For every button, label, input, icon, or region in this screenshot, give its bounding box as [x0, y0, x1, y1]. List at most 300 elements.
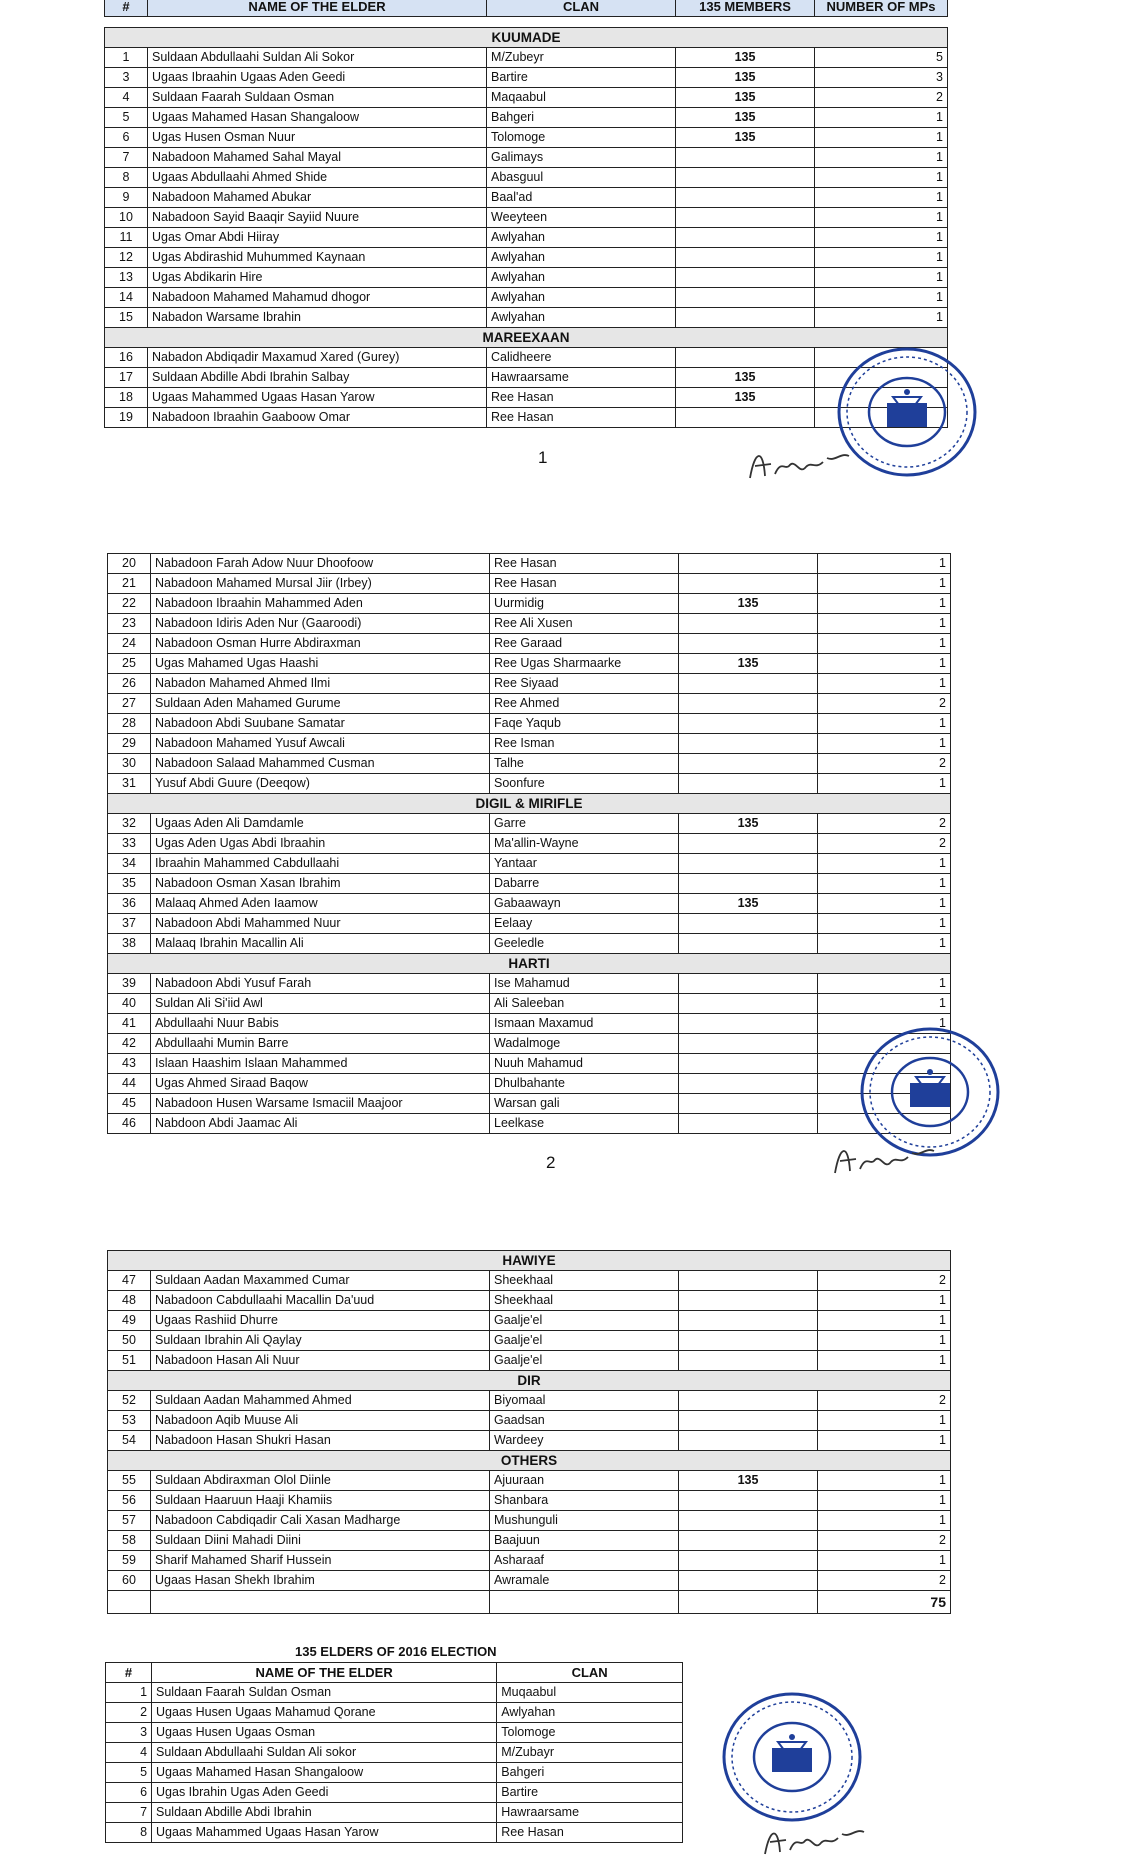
members-count: [679, 614, 818, 634]
clan-name: Ree Ali Xusen: [490, 614, 679, 634]
members-count: [679, 1571, 818, 1591]
members-count: [679, 1511, 818, 1531]
table-row: [105, 108, 948, 128]
clan-name: Bahgeri: [487, 108, 676, 128]
row-number: 18: [105, 388, 148, 408]
members-count: [679, 1331, 818, 1351]
clan-name: Sheekhaal: [490, 1271, 679, 1291]
table-row: [106, 1703, 683, 1723]
clan-name: Calidheere: [487, 348, 676, 368]
elder-name: Nabadoon Mahamed Abukar: [148, 188, 487, 208]
row-number: 38: [108, 934, 151, 954]
mps-count: 2: [818, 754, 951, 774]
table-row: [105, 188, 948, 208]
mps-count: 1: [818, 594, 951, 614]
empty-cell: [679, 1591, 818, 1614]
elder-name: Nabadoon Abdi Suubane Samatar: [151, 714, 490, 734]
row-number: 47: [108, 1271, 151, 1291]
members-count: [679, 714, 818, 734]
elder-name: Nabadon Mahamed Ahmed Ilmi: [151, 674, 490, 694]
row-number: 13: [105, 268, 148, 288]
members-count: [679, 1431, 818, 1451]
section-header-row: [108, 1371, 951, 1391]
row-number: 20: [108, 554, 151, 574]
members-count: [679, 1291, 818, 1311]
clan-name: Baajuun: [490, 1531, 679, 1551]
total-row: [108, 1591, 951, 1614]
members-count: [679, 1014, 818, 1034]
members-count: [679, 554, 818, 574]
table-row: [108, 1291, 951, 1311]
members-count: [679, 874, 818, 894]
elder-name: Ugaas Rashiid Dhurre: [151, 1311, 490, 1331]
clan-name: Geeledle: [490, 934, 679, 954]
clan-name: Shanbara: [490, 1491, 679, 1511]
table-row: [108, 614, 951, 634]
section-title: HARTI: [108, 954, 951, 974]
table-row: [108, 694, 951, 714]
table-row: [106, 1763, 683, 1783]
section-header-row: [108, 954, 951, 974]
row-number: 19: [105, 408, 148, 428]
table-row: [105, 368, 948, 388]
row-number: 6: [105, 128, 148, 148]
elder-name: Suldaan Ibrahin Ali Qaylay: [151, 1331, 490, 1351]
clan-name: Awlyahan: [487, 268, 676, 288]
section-header-row: [108, 1451, 951, 1471]
members-count: [679, 1351, 818, 1371]
header-clan: CLAN: [487, 0, 676, 17]
table-header-row: [105, 0, 948, 17]
clan-name: Maqaabul: [487, 88, 676, 108]
table-row: [108, 754, 951, 774]
table-row: [108, 1551, 951, 1571]
elder-name: Suldaan Aadan Mahammed Ahmed: [151, 1391, 490, 1411]
row-number: 11: [105, 228, 148, 248]
header-clan: CLAN: [497, 1663, 683, 1683]
table-row: [108, 1491, 951, 1511]
mps-count: 1: [818, 1471, 951, 1491]
clan-name: Awlyahan: [487, 288, 676, 308]
members-count: [679, 574, 818, 594]
table-row: [106, 1783, 683, 1803]
members-count: [676, 308, 815, 328]
table-row: [105, 408, 948, 428]
elder-name: Ugaas Mahammed Ugaas Hasan Yarow: [148, 388, 487, 408]
mps-count: 2: [818, 834, 951, 854]
clan-name: Hawraarsame: [497, 1803, 683, 1823]
row-number: 42: [108, 1034, 151, 1054]
mps-count: 2: [818, 1391, 951, 1411]
clan-name: Gaalje'el: [490, 1311, 679, 1331]
table-header-row: [106, 1663, 683, 1683]
table-row: [108, 1034, 951, 1054]
row-number: 3: [106, 1723, 152, 1743]
row-number: 14: [105, 288, 148, 308]
members-count: [679, 1074, 818, 1094]
members-count: [679, 854, 818, 874]
row-number: 48: [108, 1291, 151, 1311]
row-number: 10: [105, 208, 148, 228]
clan-name: M/Zubayr: [497, 1743, 683, 1763]
table-row: [106, 1803, 683, 1823]
table-row: [108, 594, 951, 614]
elder-name: Suldaan Diini Mahadi Diini: [151, 1531, 490, 1551]
clan-name: Ree Hasan: [487, 408, 676, 428]
members-count: 135: [676, 388, 815, 408]
section-title: KUUMADE: [105, 28, 948, 48]
row-number: 39: [108, 974, 151, 994]
elder-name: Nabadoon Husen Warsame Ismaciil Maajoor: [151, 1094, 490, 1114]
clan-name: Ree Garaad: [490, 634, 679, 654]
mps-count: 1: [818, 974, 951, 994]
clan-name: Ise Mahamud: [490, 974, 679, 994]
header-name: NAME OF THE ELDER: [152, 1663, 497, 1683]
mps-count: 1: [818, 774, 951, 794]
members-count: [679, 1391, 818, 1411]
table-row: [108, 734, 951, 754]
elder-name: Ugaas Ibraahin Ugaas Aden Geedi: [148, 68, 487, 88]
row-number: 32: [108, 814, 151, 834]
mps-count: 3: [815, 68, 948, 88]
elder-name: Suldaan Abdille Abdi Ibrahin Salbay: [148, 368, 487, 388]
mps-count: 1: [815, 168, 948, 188]
clan-name: Gaalje'el: [490, 1331, 679, 1351]
mps-count: 1: [818, 1411, 951, 1431]
table-row: [105, 208, 948, 228]
mps-count: 1: [818, 994, 951, 1014]
members-count: [676, 288, 815, 308]
members-count: 135: [676, 108, 815, 128]
row-number: 59: [108, 1551, 151, 1571]
clan-name: Gaadsan: [490, 1411, 679, 1431]
table-row: [108, 774, 951, 794]
mps-count: 2: [818, 814, 951, 834]
row-number: 8: [106, 1823, 152, 1843]
row-number: 9: [105, 188, 148, 208]
clan-name: Ajuuraan: [490, 1471, 679, 1491]
clan-name: Ali Saleeban: [490, 994, 679, 1014]
row-number: 33: [108, 834, 151, 854]
table-row: [108, 1114, 951, 1134]
elder-name: Nabadoon Abdi Mahammed Nuur: [151, 914, 490, 934]
clan-name: Awlyahan: [487, 308, 676, 328]
clan-name: Galimays: [487, 148, 676, 168]
row-number: 36: [108, 894, 151, 914]
clan-name: Gaalje'el: [490, 1351, 679, 1371]
members-count: 135: [676, 128, 815, 148]
row-number: 58: [108, 1531, 151, 1551]
clan-name: Sheekhaal: [490, 1291, 679, 1311]
row-number: 15: [105, 308, 148, 328]
table-row: [108, 654, 951, 674]
clan-name: Mushunguli: [490, 1511, 679, 1531]
elder-name: Ugaas Husen Ugaas Osman: [152, 1723, 497, 1743]
table-row: [108, 994, 951, 1014]
table-row: [105, 248, 948, 268]
clan-name: M/Zubeyr: [487, 48, 676, 68]
header-name: NAME OF THE ELDER: [148, 0, 487, 17]
table-row: [108, 1471, 951, 1491]
mps-count: 1: [818, 914, 951, 934]
elder-name: Ugaas Hasan Shekh Ibrahim: [151, 1571, 490, 1591]
mps-count: 1: [815, 108, 948, 128]
elder-name: Islaan Haashim Islaan Mahammed: [151, 1054, 490, 1074]
members-count: [679, 634, 818, 654]
mps-count: 2: [818, 1571, 951, 1591]
clan-name: Ree Hasan: [490, 574, 679, 594]
elder-name: Nabadoon Abdi Yusuf Farah: [151, 974, 490, 994]
members-count: [679, 1054, 818, 1074]
mps-count: 2: [818, 694, 951, 714]
clan-name: Awlyahan: [497, 1703, 683, 1723]
table-row: [105, 128, 948, 148]
elder-name: Nabadoon Sayid Baaqir Sayiid Nuure: [148, 208, 487, 228]
row-number: 24: [108, 634, 151, 654]
members-count: 135: [676, 48, 815, 68]
table-row: [108, 1331, 951, 1351]
clan-name: Awlyahan: [487, 228, 676, 248]
members-count: 135: [679, 894, 818, 914]
table-row: [108, 1271, 951, 1291]
table-row: [108, 1411, 951, 1431]
elder-name: Nabadoon Mahamed Yusuf Awcali: [151, 734, 490, 754]
mps-count: 1: [818, 574, 951, 594]
mps-count: 2: [815, 88, 948, 108]
row-number: 34: [108, 854, 151, 874]
elder-name: Suldaan Abdille Abdi Ibrahin: [152, 1803, 497, 1823]
clan-name: Gabaawayn: [490, 894, 679, 914]
members-count: [676, 268, 815, 288]
clan-name: Tolomoge: [497, 1723, 683, 1743]
members-count: [676, 168, 815, 188]
table-row: [108, 1431, 951, 1451]
clan-name: Ree Hasan: [497, 1823, 683, 1843]
members-count: [679, 754, 818, 774]
mps-count: 5: [815, 48, 948, 68]
table-row: [108, 894, 951, 914]
row-number: 37: [108, 914, 151, 934]
elders-table-page-1: [104, 0, 948, 428]
clan-name: Dhulbahante: [490, 1074, 679, 1094]
clan-name: Uurmidig: [490, 594, 679, 614]
mps-count: 1: [818, 934, 951, 954]
mps-count: 1: [818, 674, 951, 694]
elder-name: Suldan Ali Si'iid Awl: [151, 994, 490, 1014]
table-row: [108, 1074, 951, 1094]
elder-name: Ugas Ibrahin Ugas Aden Geedi: [152, 1783, 497, 1803]
row-number: 52: [108, 1391, 151, 1411]
mps-count: 1: [818, 1331, 951, 1351]
commission-seal: [720, 1690, 865, 1825]
members-count: [676, 188, 815, 208]
elder-name: Ugas Husen Osman Nuur: [148, 128, 487, 148]
header-mps: NUMBER OF MPs: [815, 0, 948, 17]
members-count: [679, 974, 818, 994]
members-count: [676, 148, 815, 168]
section-title: DIR: [108, 1371, 951, 1391]
header-num: #: [106, 1663, 152, 1683]
row-number: 17: [105, 368, 148, 388]
row-number: 46: [108, 1114, 151, 1134]
table-row: [105, 68, 948, 88]
members-count: [679, 1094, 818, 1114]
table-row: [108, 874, 951, 894]
elder-name: Suldaan Abdullaahi Suldan Ali Sokor: [148, 48, 487, 68]
mps-count: 1: [818, 874, 951, 894]
clan-name: Biyomaal: [490, 1391, 679, 1411]
section-title: MAREEXAAN: [105, 328, 948, 348]
elder-name: Suldaan Faarah Suldaan Osman: [148, 88, 487, 108]
table-row: [106, 1743, 683, 1763]
clan-name: Ree Hasan: [490, 554, 679, 574]
elder-name: Sharif Mahamed Sharif Hussein: [151, 1551, 490, 1571]
table-row: [108, 1054, 951, 1074]
clan-name: Bartire: [497, 1783, 683, 1803]
members-count: 135: [679, 654, 818, 674]
row-number: 51: [108, 1351, 151, 1371]
mps-count: 1: [818, 1311, 951, 1331]
mps-count: 1: [815, 208, 948, 228]
mps-count: 1: [818, 894, 951, 914]
row-number: 50: [108, 1331, 151, 1351]
table-row: [105, 48, 948, 68]
table-row: [108, 914, 951, 934]
elder-name: Ugas Omar Abdi Hiiray: [148, 228, 487, 248]
clan-name: Muqaabul: [497, 1683, 683, 1703]
row-number: 30: [108, 754, 151, 774]
table-row: [105, 348, 948, 368]
table-body: [108, 554, 951, 1134]
elder-name: Ugaas Mahamed Hasan Shangaloow: [148, 108, 487, 128]
table-body: [105, 28, 948, 428]
row-number: 45: [108, 1094, 151, 1114]
table-row: [108, 1351, 951, 1371]
table-row: [108, 1014, 951, 1034]
table-row: [108, 974, 951, 994]
elder-name: Abdullaahi Nuur Babis: [151, 1014, 490, 1034]
row-number: 4: [106, 1743, 152, 1763]
section-title: OTHERS: [108, 1451, 951, 1471]
mps-count: 1: [818, 854, 951, 874]
members-count: [676, 208, 815, 228]
row-number: 53: [108, 1411, 151, 1431]
elder-name: Ugas Mahamed Ugas Haashi: [151, 654, 490, 674]
signature: [830, 1135, 940, 1180]
mps-count: 2: [818, 1271, 951, 1291]
mps-count: 1: [818, 1351, 951, 1371]
row-number: 44: [108, 1074, 151, 1094]
clan-name: Soonfure: [490, 774, 679, 794]
members-count: [679, 1411, 818, 1431]
elder-name: Nabadoon Mahamed Sahal Mayal: [148, 148, 487, 168]
elders-table-page-3: [107, 1250, 951, 1614]
elder-name: Suldaan Haaruun Haaji Khamiis: [151, 1491, 490, 1511]
members-count: [679, 994, 818, 1014]
mps-count: 1: [818, 654, 951, 674]
section-header-row: [105, 328, 948, 348]
clan-name: Ma'allin-Wayne: [490, 834, 679, 854]
elder-name: Ugaas Mahamed Hasan Shangaloow: [152, 1763, 497, 1783]
members-count: [679, 774, 818, 794]
table-row: [108, 854, 951, 874]
clan-name: Leelkase: [490, 1114, 679, 1134]
mps-count: 1: [818, 1551, 951, 1571]
row-number: 35: [108, 874, 151, 894]
clan-name: Weeyteen: [487, 208, 676, 228]
elder-name: Nabadoon Salaad Mahammed Cusman: [151, 754, 490, 774]
row-number: 60: [108, 1571, 151, 1591]
table-row: [106, 1723, 683, 1743]
section-title: DIGIL & MIRIFLE: [108, 794, 951, 814]
mps-count: 1: [815, 148, 948, 168]
members-count: 135: [676, 368, 815, 388]
members-count: [679, 734, 818, 754]
row-number: 5: [105, 108, 148, 128]
elder-name: Ugas Abdirashid Muhummed Kaynaan: [148, 248, 487, 268]
elder-name: Suldaan Abdullaahi Suldan Ali sokor: [152, 1743, 497, 1763]
row-number: 5: [106, 1763, 152, 1783]
signature: [745, 440, 855, 485]
table-row: [108, 674, 951, 694]
mps-count: 1: [818, 1431, 951, 1451]
empty-cell: [151, 1591, 490, 1614]
mps-count: 1: [815, 308, 948, 328]
table-row: [108, 1391, 951, 1411]
row-number: 8: [105, 168, 148, 188]
row-number: 55: [108, 1471, 151, 1491]
members-count: [679, 934, 818, 954]
elder-name: Nabadon Warsame Ibrahin: [148, 308, 487, 328]
row-number: 23: [108, 614, 151, 634]
clan-name: Faqe Yaqub: [490, 714, 679, 734]
elder-name: Nabadoon Idiris Aden Nur (Gaaroodi): [151, 614, 490, 634]
clan-name: Wardeey: [490, 1431, 679, 1451]
elder-name: Suldaan Aadan Maxammed Cumar: [151, 1271, 490, 1291]
mps-count: 1: [815, 128, 948, 148]
row-number: 57: [108, 1511, 151, 1531]
row-number: 1: [105, 48, 148, 68]
elder-name: Nabadoon Farah Adow Nuur Dhoofoow: [151, 554, 490, 574]
elder-name: Ugas Aden Ugas Abdi Ibraahin: [151, 834, 490, 854]
table-row: [106, 1683, 683, 1703]
elder-name: Nabadoon Ibraahin Mahammed Aden: [151, 594, 490, 614]
members-count: [679, 834, 818, 854]
mps-count: 1: [818, 634, 951, 654]
elder-name: Nabadoon Osman Hurre Abdiraxman: [151, 634, 490, 654]
row-number: 40: [108, 994, 151, 1014]
members-count: [679, 1531, 818, 1551]
clan-name: Asharaaf: [490, 1551, 679, 1571]
clan-name: Abasguul: [487, 168, 676, 188]
clan-name: Awramale: [490, 1571, 679, 1591]
clan-name: Wadalmoge: [490, 1034, 679, 1054]
clan-name: Eelaay: [490, 914, 679, 934]
page-number: 1: [538, 448, 548, 467]
mps-count: 1: [818, 614, 951, 634]
elder-name: Nabadoon Cabdullaahi Macallin Da'uud: [151, 1291, 490, 1311]
members-count: [679, 1271, 818, 1291]
elder-name: Nabadoon Osman Xasan Ibrahim: [151, 874, 490, 894]
mps-count: 1: [815, 228, 948, 248]
row-number: 21: [108, 574, 151, 594]
section-header-row: [108, 1251, 951, 1271]
row-number: 4: [105, 88, 148, 108]
mps-count: 1: [818, 1491, 951, 1511]
members-count: [679, 1311, 818, 1331]
table-row: [108, 814, 951, 834]
row-number: 22: [108, 594, 151, 614]
